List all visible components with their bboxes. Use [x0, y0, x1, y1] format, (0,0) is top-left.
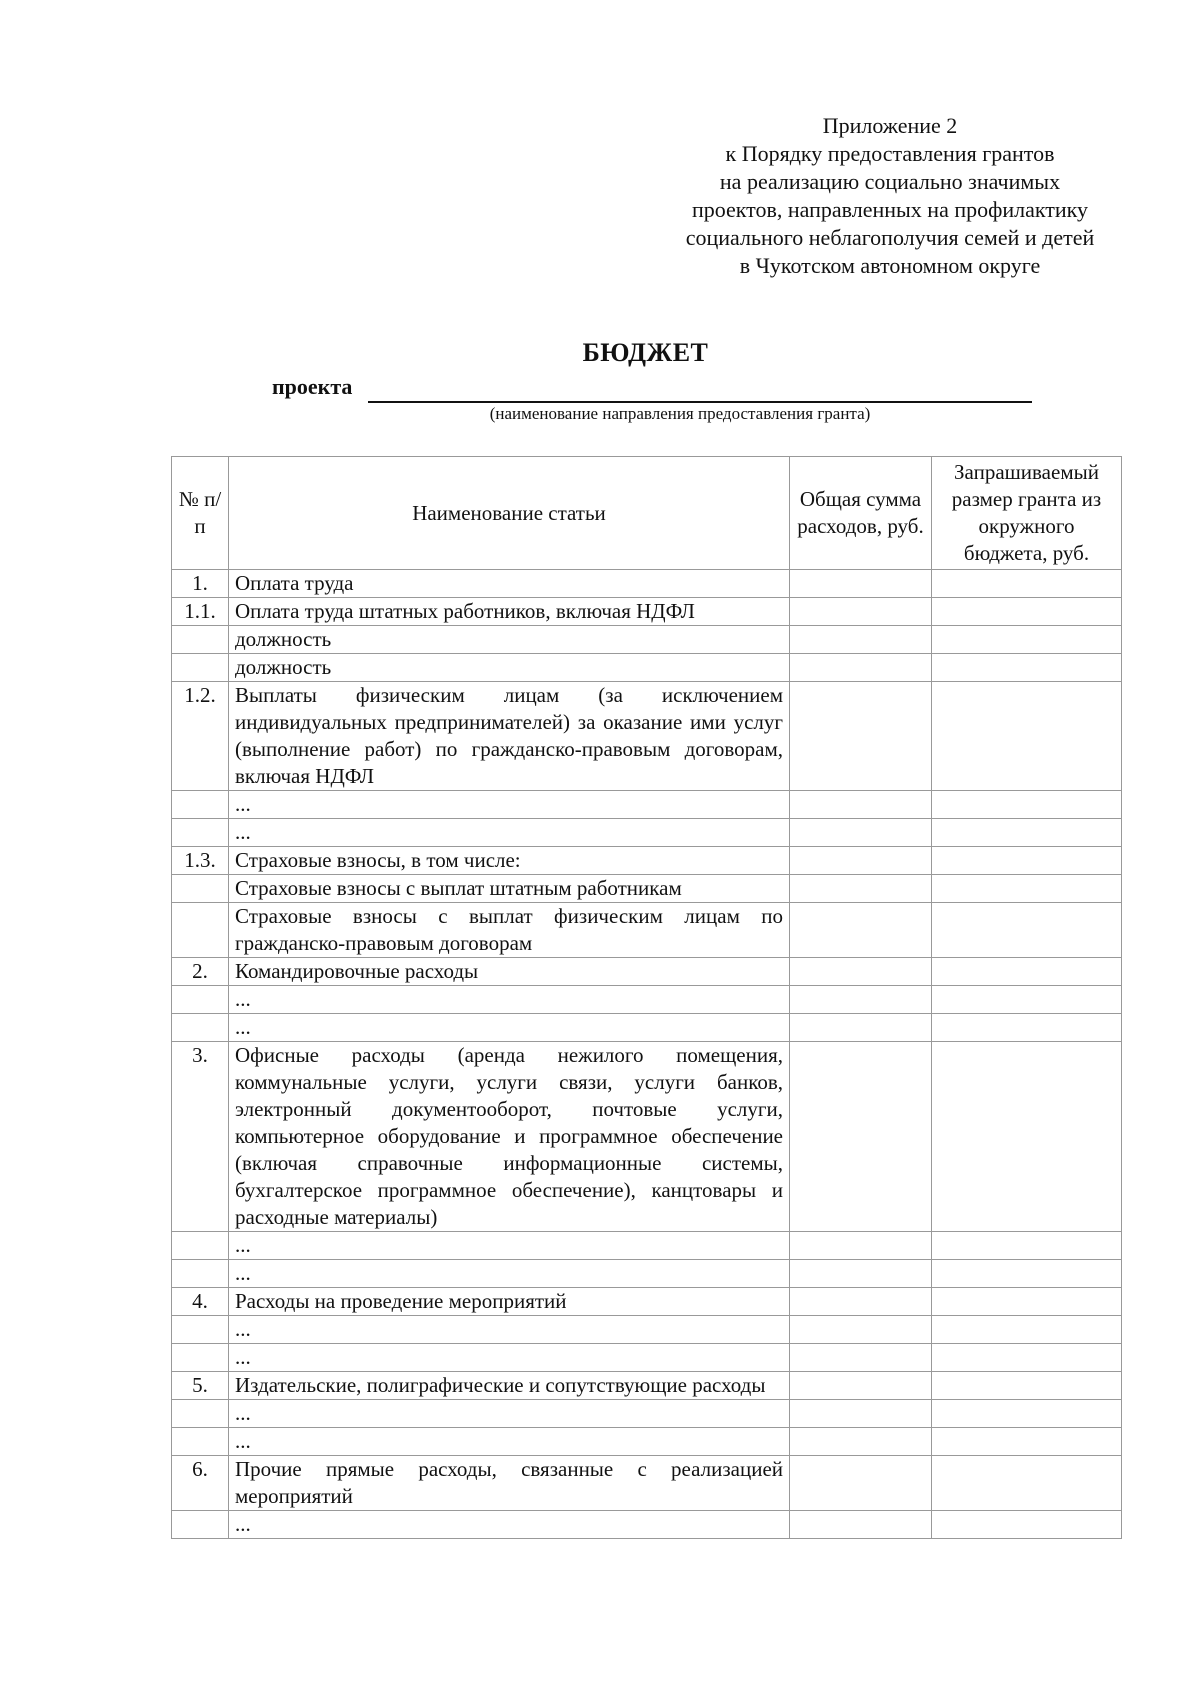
row-total-sum	[790, 1372, 932, 1400]
row-name: Оплата труда	[229, 570, 790, 598]
annex-line: социального неблагополучия семей и детей	[685, 225, 1095, 250]
row-grant-amount	[932, 1316, 1122, 1344]
row-number: 1.3.	[172, 847, 229, 875]
table-row	[172, 1372, 1122, 1400]
header-grant: Запрашиваемый размер гранта из окружного бюджета, руб.	[932, 457, 1122, 570]
table-row	[172, 1014, 1122, 1042]
row-name: Страховые взносы с выплат физическим лицам по гражданско-правовым договорам	[229, 903, 790, 958]
row-grant-amount	[932, 819, 1122, 847]
row-name: ...	[229, 1428, 790, 1456]
table-row	[172, 1456, 1122, 1511]
row-grant-amount	[932, 986, 1122, 1014]
row-total-sum	[790, 819, 932, 847]
row-grant-amount	[932, 570, 1122, 598]
row-number	[172, 1232, 229, 1260]
row-number: 1.2.	[172, 682, 229, 791]
row-total-sum	[790, 875, 932, 903]
table-row	[172, 819, 1122, 847]
table-row	[172, 791, 1122, 819]
row-total-sum	[790, 1232, 932, 1260]
row-number	[172, 1260, 229, 1288]
row-number: 3.	[172, 1042, 229, 1232]
row-name: Страховые взносы, в том числе:	[229, 847, 790, 875]
row-grant-amount	[932, 847, 1122, 875]
row-grant-amount	[932, 626, 1122, 654]
row-total-sum	[790, 1316, 932, 1344]
table-row	[172, 654, 1122, 682]
row-grant-amount	[932, 1428, 1122, 1456]
row-total-sum	[790, 903, 932, 958]
row-grant-amount	[932, 1232, 1122, 1260]
row-name: ...	[229, 1014, 790, 1042]
table-row	[172, 1232, 1122, 1260]
table-row	[172, 598, 1122, 626]
table-row	[172, 1288, 1122, 1316]
row-name: ...	[229, 1400, 790, 1428]
row-total-sum	[790, 1042, 932, 1232]
row-name: Прочие прямые расходы, связанные с реализацией мероприятий	[229, 1456, 790, 1511]
row-grant-amount	[932, 598, 1122, 626]
header-num: № п/п	[172, 457, 229, 570]
row-number	[172, 1344, 229, 1372]
table-row	[172, 1042, 1122, 1232]
annex-line: на реализацию социально значимых	[719, 169, 1061, 194]
row-total-sum	[790, 847, 932, 875]
row-grant-amount	[932, 1260, 1122, 1288]
row-name: ...	[229, 791, 790, 819]
row-name: ...	[229, 1232, 790, 1260]
row-number	[172, 903, 229, 958]
row-name: ...	[229, 986, 790, 1014]
annex-line: к Порядку предоставления грантов	[725, 141, 1055, 166]
row-number: 2.	[172, 958, 229, 986]
row-grant-amount	[932, 654, 1122, 682]
row-total-sum	[790, 598, 932, 626]
row-number	[172, 819, 229, 847]
row-total-sum	[790, 682, 932, 791]
row-total-sum	[790, 1014, 932, 1042]
table-row	[172, 847, 1122, 875]
row-number	[172, 1400, 229, 1428]
row-grant-amount	[932, 682, 1122, 791]
row-total-sum	[790, 986, 932, 1014]
row-number: 1.1.	[172, 598, 229, 626]
header-sum: Общая сумма расходов, руб.	[790, 457, 932, 570]
row-name: ...	[229, 1511, 790, 1539]
table-row	[172, 682, 1122, 791]
row-name: ...	[229, 1260, 790, 1288]
table-row	[172, 958, 1122, 986]
row-number	[172, 626, 229, 654]
row-total-sum	[790, 654, 932, 682]
row-name: Командировочные расходы	[229, 958, 790, 986]
row-total-sum	[790, 1400, 932, 1428]
row-number	[172, 791, 229, 819]
header-name: Наименование статьи	[229, 457, 790, 570]
table-row	[172, 1260, 1122, 1288]
annex-header	[655, 112, 1125, 280]
row-total-sum	[790, 1456, 932, 1511]
table-row	[172, 570, 1122, 598]
row-number	[172, 875, 229, 903]
project-field	[272, 374, 1032, 404]
row-name: Оплата труда штатных работников, включая НДФЛ	[229, 598, 790, 626]
row-grant-amount	[932, 875, 1122, 903]
row-grant-amount	[932, 903, 1122, 958]
row-grant-amount	[932, 1456, 1122, 1511]
row-name: Офисные расходы (аренда нежилого помещения, коммунальные услуги, услуги связи, услуги банков, электронный документооборот, почтовые услуги, компьютерное оборудование и программное обеспечение (включая справочные информационные системы, бухгалтерское программное обеспечение), канцтовары и расходные материалы)	[229, 1042, 790, 1232]
row-grant-amount	[932, 1372, 1122, 1400]
row-name: ...	[229, 1316, 790, 1344]
row-number: 4.	[172, 1288, 229, 1316]
row-name: Расходы на проведение мероприятий	[229, 1288, 790, 1316]
row-grant-amount	[932, 1511, 1122, 1539]
row-grant-amount	[932, 1042, 1122, 1232]
table-row	[172, 626, 1122, 654]
annex-line: в Чукотском автономном округе	[739, 253, 1041, 278]
row-name: Страховые взносы с выплат штатным работникам	[229, 875, 790, 903]
row-grant-amount	[932, 1288, 1122, 1316]
row-grant-amount	[932, 1014, 1122, 1042]
row-total-sum	[790, 1260, 932, 1288]
row-total-sum	[790, 1511, 932, 1539]
row-name: должность	[229, 654, 790, 682]
table-row	[172, 1316, 1122, 1344]
table-row	[172, 1428, 1122, 1456]
row-number: 5.	[172, 1372, 229, 1400]
row-grant-amount	[932, 1344, 1122, 1372]
row-number	[172, 1511, 229, 1539]
project-underline	[368, 401, 1032, 403]
row-name: ...	[229, 819, 790, 847]
row-number	[172, 1428, 229, 1456]
row-number	[172, 986, 229, 1014]
row-number: 6.	[172, 1456, 229, 1511]
table-row	[172, 1511, 1122, 1539]
row-number	[172, 1014, 229, 1042]
row-name: Издательские, полиграфические и сопутствующие расходы	[229, 1372, 790, 1400]
table-row	[172, 903, 1122, 958]
project-caption: (наименование направления предоставления гранта)	[489, 404, 871, 423]
table-body	[172, 570, 1122, 1539]
table-header-row	[172, 457, 1122, 570]
annex-line: проектов, направленных на профилактику	[691, 197, 1089, 222]
row-grant-amount	[932, 1400, 1122, 1428]
row-name: должность	[229, 626, 790, 654]
row-grant-amount	[932, 791, 1122, 819]
table-row	[172, 1344, 1122, 1372]
table-row	[172, 875, 1122, 903]
document-title: БЮДЖЕТ	[582, 338, 709, 367]
row-number	[172, 1316, 229, 1344]
row-total-sum	[790, 570, 932, 598]
row-total-sum	[790, 1288, 932, 1316]
row-name: Выплаты физическим лицам (за исключением индивидуальных предпринимателей) за оказание ими услуг (выполнение работ) по гражданско-правовым договорам, включая НДФЛ	[229, 682, 790, 791]
row-number	[172, 654, 229, 682]
row-total-sum	[790, 1344, 932, 1372]
row-total-sum	[790, 958, 932, 986]
project-label: проекта	[272, 374, 353, 399]
row-number: 1.	[172, 570, 229, 598]
row-total-sum	[790, 1428, 932, 1456]
annex-line: Приложение 2	[822, 113, 958, 138]
table-row	[172, 986, 1122, 1014]
row-total-sum	[790, 626, 932, 654]
row-total-sum	[790, 791, 932, 819]
budget-table	[171, 456, 1122, 1539]
row-name: ...	[229, 1344, 790, 1372]
row-grant-amount	[932, 958, 1122, 986]
table-row	[172, 1400, 1122, 1428]
